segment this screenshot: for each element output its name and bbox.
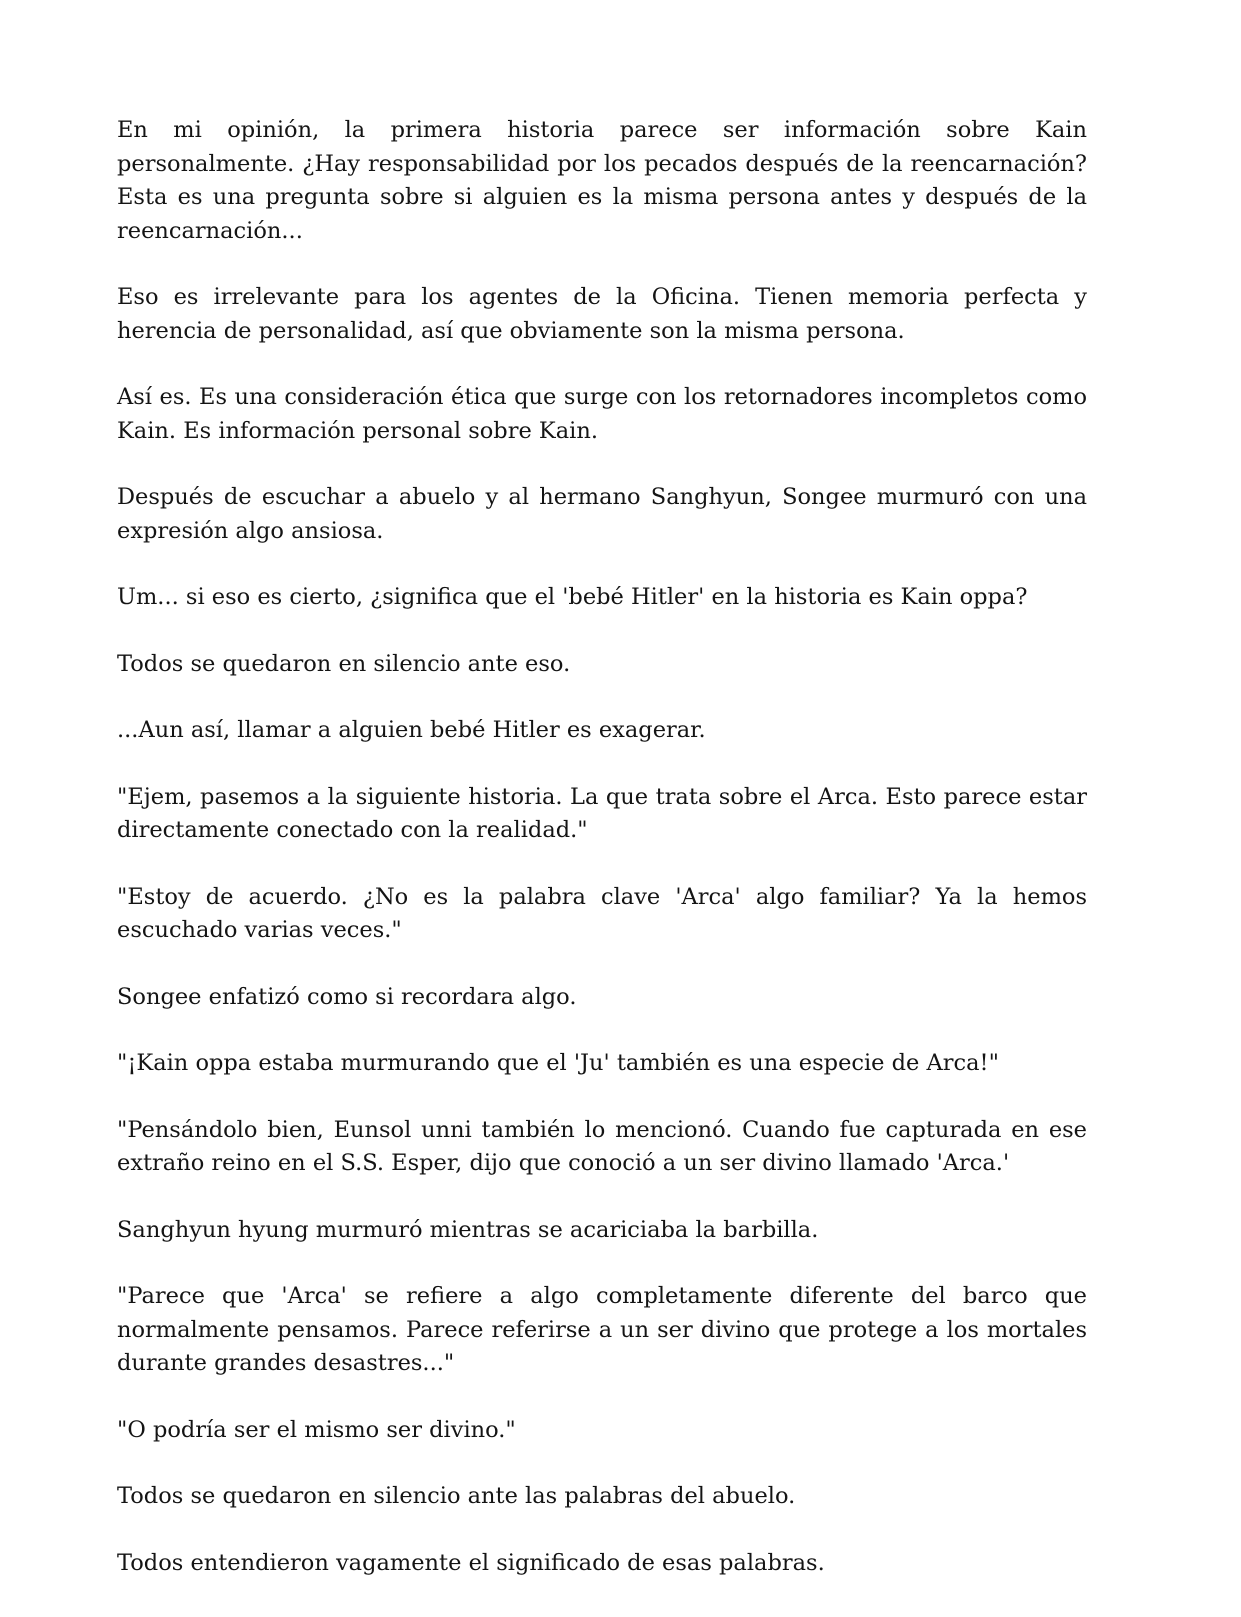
document-body xyxy=(117,114,1087,1613)
paragraph: Todos entendieron vagamente el significado de esas palabras. xyxy=(117,1549,825,1576)
paragraph: Eso es irrelevante para los agentes de la Oficina. Tienen memoria perfecta y herencia de personalidad, así que obviamente son la misma persona. xyxy=(117,284,1087,344)
paragraph: Así es. Es una consideración ética que surge con los retornadores incompletos como Kain. Es información personal sobre Kain. xyxy=(117,384,1087,444)
paragraph: "Ejem, pasemos a la siguiente historia. La que trata sobre el Arca. Esto parece estar directamente conectado con la realidad." xyxy=(117,783,1087,843)
paragraph: Sanghyun hyung murmuró mientras se acariciaba la barbilla. xyxy=(117,1216,819,1243)
paragraph: ...Aun así, llamar a alguien bebé Hitler es exagerar. xyxy=(117,717,706,743)
paragraph: Songee enfatizó como si recordara algo. xyxy=(117,983,577,1010)
paragraph: Todos se quedaron en silencio ante eso. xyxy=(117,650,571,677)
paragraph: Después de escuchar a abuelo y al hermano Sanghyun, Songee murmuró con una expresión algo ansiosa. xyxy=(117,484,1087,544)
paragraph: Um... si eso es cierto, ¿significa que el 'bebé Hitler' en la historia es Kain oppa? xyxy=(117,584,1028,610)
paragraph: Todos se quedaron en silencio ante las palabras del abuelo. xyxy=(117,1483,796,1509)
paragraph: "O podría ser el mismo ser divino." xyxy=(117,1416,516,1443)
paragraph: "Estoy de acuerdo. ¿No es la palabra clave 'Arca' algo familiar? Ya la hemos escuchado varias veces." xyxy=(117,883,1087,943)
paragraph: En mi opinión, la primera historia parece ser información sobre Kain personalmente. ¿Hay responsabilidad por los pecados después de la reencarnación? Esta es una pregunta sobre si alguien es la misma persona antes y después de la reencarnación... xyxy=(117,117,1087,244)
paragraph: "¡Kain oppa estaba murmurando que el 'Ju' también es una especie de Arca!" xyxy=(117,1050,999,1076)
paragraph: "Parece que 'Arca' se refiere a algo completamente diferente del barco que normalmente pensamos. Parece referirse a un ser divino que protege a los mortales durante grandes desastres..." xyxy=(117,1283,1087,1376)
paragraph: "Pensándolo bien, Eunsol unni también lo mencionó. Cuando fue capturada en ese extraño reino en el S.S. Esper, dijo que conoció a un ser divino llamado 'Arca.' xyxy=(117,1116,1087,1176)
